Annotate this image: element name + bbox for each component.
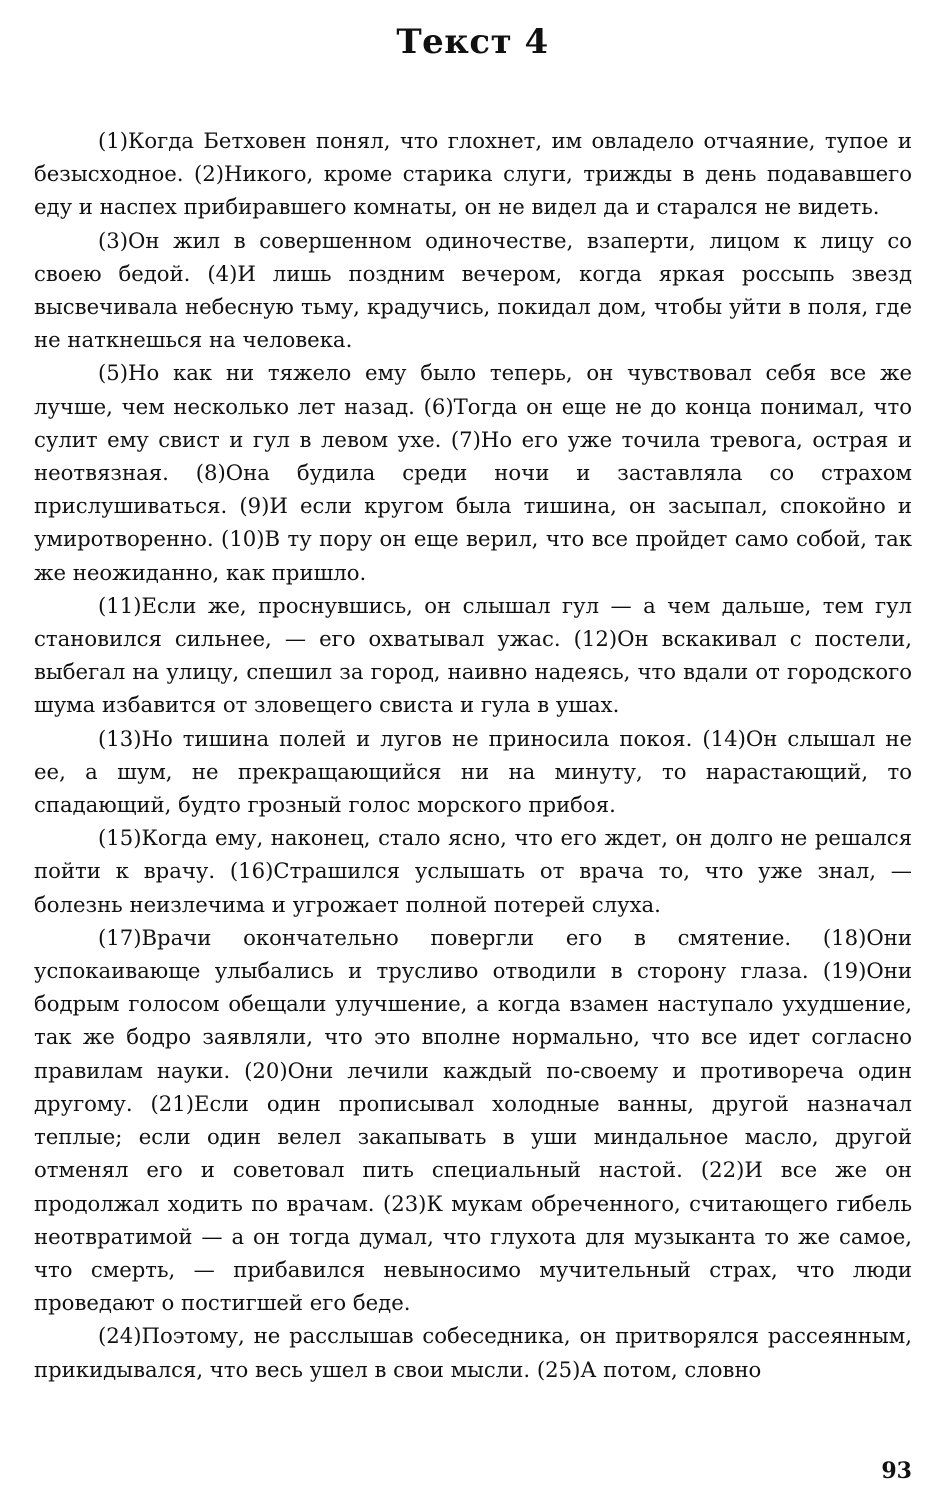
page-title: Текст 4 [396,22,549,62]
paragraph-8: (24)Поэтому, не расслышав собеседника, он притворялся рассеянным, прикидывался, что весь ушел в свои мысли. (25)А потом, словно [34,1323,912,1382]
page-number: 93 [881,1458,912,1484]
paragraph-2: (3)Он жил в совершенном одиночестве, взаперти, лицом к лицу со своею бедой. (4)И лишь поздним вечером, когда яркая россыпь звезд высвечивала небесную тьму, крадучись, покидал дом, чтобы уйти в поля, где не наткнешься на человека. [34,227,912,353]
paragraph-6: (15)Когда ему, наконец, стало ясно, что его ждет, он долго не решался пойти к врачу. (16)Страшился услышать от врача то, что уже знал, — болезнь неизлечима и угрожает полной потерей слуха. [34,825,912,917]
paragraph-4: (11)Если же, проснувшись, он слышал гул — а чем дальше, тем гул становился сильнее, — его охватывал ужас. (12)Он вскакивал с постели, выбегал на улицу, спешил за город, наивно надеясь, что вдали от городского шума избавится от зловещего свиста и гула в ушах. [34,592,912,718]
paragraph-5: (13)Но тишина полей и лугов не приносила покоя. (14)Он слышал не ее, а шум, не прекращающийся ни на минуту, то нарастающий, то спадающий, будто грозный голос морского прибоя. [34,725,912,818]
paragraph-3: (5)Но как ни тяжело ему было теперь, он чувствовал себя все же лучше, чем несколько лет назад. (6)Тогда он еще не до конца понимал, что сулит ему свист и гул в левом ухе. (7)Но его уже точила тревога, острая и неотвязная. (8)Она будила среди ночи и заставляла со страхом прислушиваться. (9)И если кругом была тишина, он засыпал, спокойно и умиротворенно. (10)В ту пору он еще верил, что все пройдет само собой, так же неожиданно, как пришло. [34,360,912,585]
paragraph-7: (17)Врачи окончательно повергли его в смятение. (18)Они успокаивающе улыбались и трусливо отводили в сторону глаза. (19)Они бодрым голосом обещали улучшение, а когда взамен наступало ухудшение, так же бодро заявляли, что это вполне нормально, что все идет согласно правилам науки. (20)Они лечили каждый по-своему и противореча один другому. (21)Если один прописывал холодные ванны, другой назначал теплые; если один велел закапывать в уши миндальное масло, другой отменял его и советовал пить специальный настой. (22)И все же он продолжал ходить по врачам. (23)К мукам обреченного, считающего гибель неотвратимой — а он тогда думал, что глухота для музыканта то же самое, что смерть, — прибавился невыносимо мучительный страх, что люди проведают о постигшей его беде. [34,924,912,1316]
main-text [34,124,912,1386]
paragraph-1: (1)Когда Бетховен понял, что глохнет, им овладело отчаяние, тупое и безысходное. (2)Никого, кроме старика слуги, трижды в день подававшего еду и наспех прибиравшего комнаты, он не видел да и старался не видеть. [34,128,912,220]
